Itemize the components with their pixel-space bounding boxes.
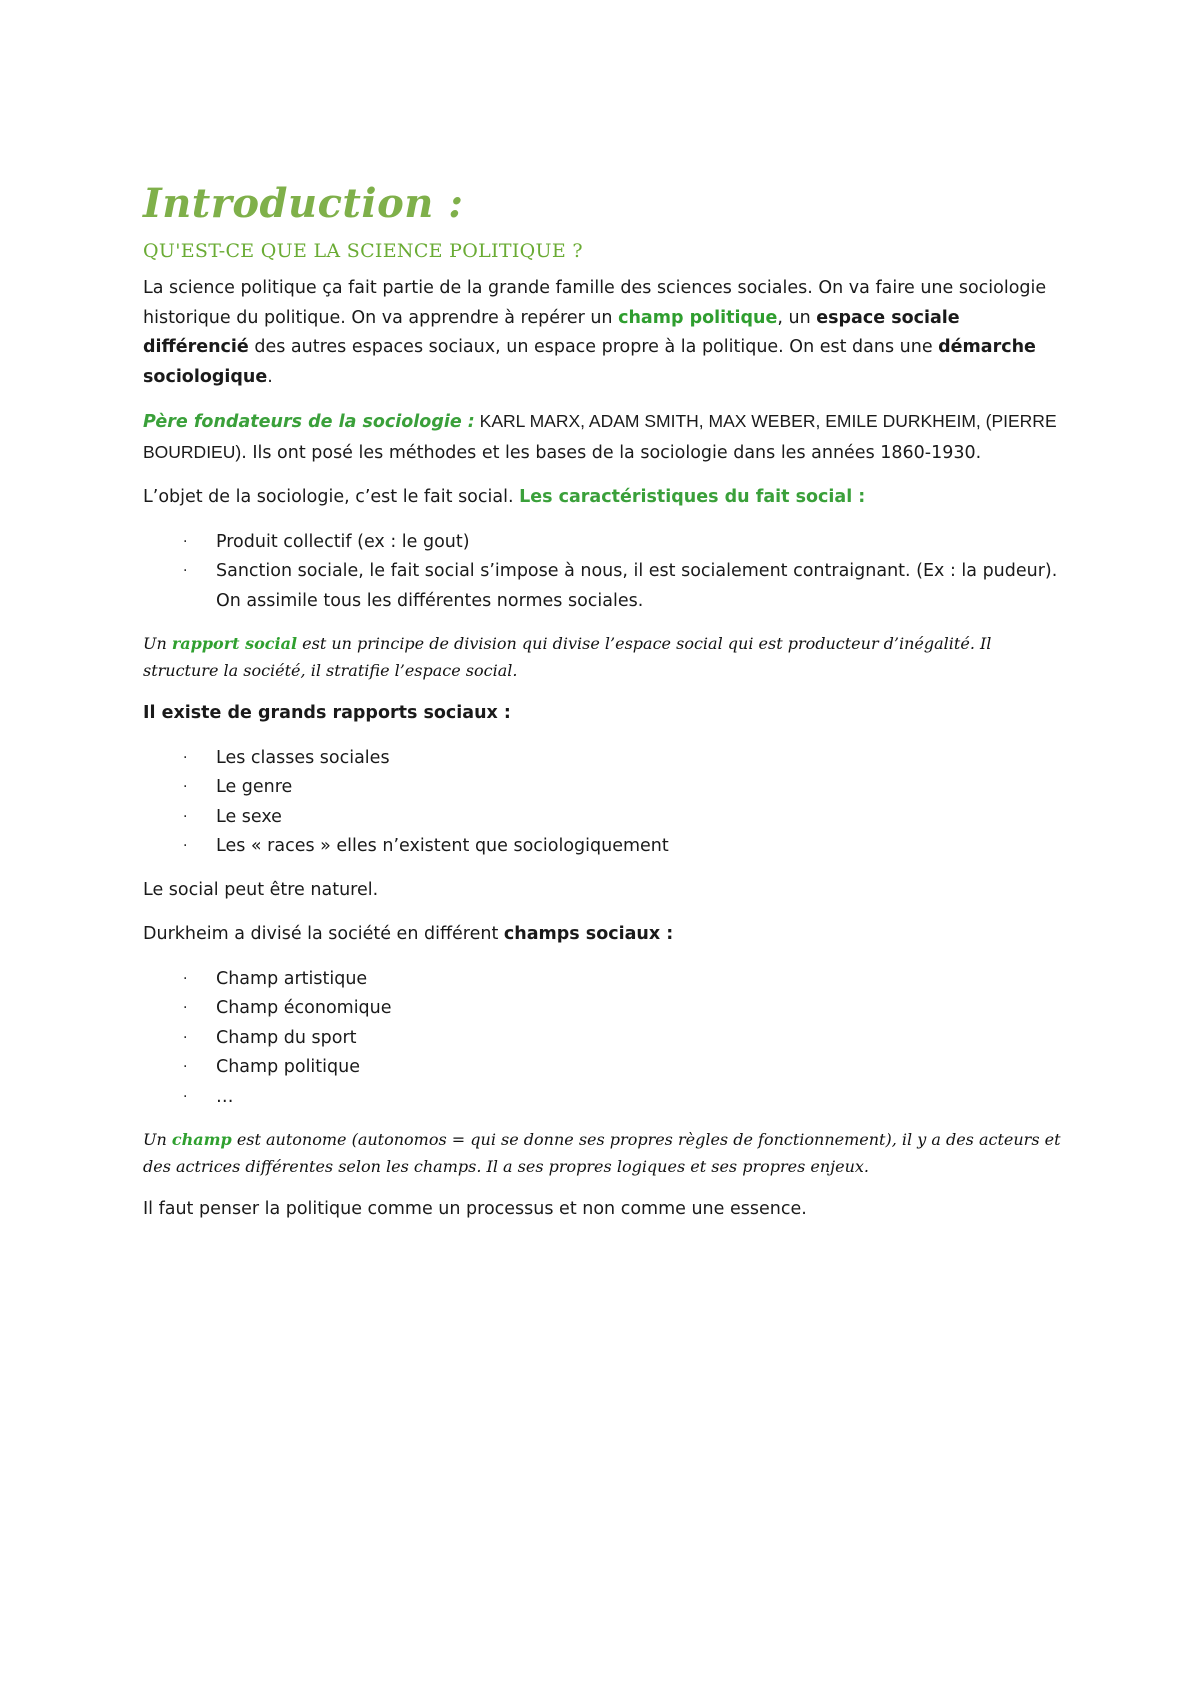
intro-text-4: . (267, 366, 273, 387)
bullet-icon: · (183, 1000, 188, 1016)
list-item (143, 773, 1068, 803)
fondateurs-rest: . Ils ont posé les méthodes et les bases de la sociologie dans les années 1860-1930. (241, 442, 982, 463)
social-naturel-paragraph: Le social peut être naturel. (143, 879, 379, 900)
rapport-social-definition (143, 630, 1068, 684)
list-item-text: Champ économique (216, 998, 392, 1018)
list-item (143, 1024, 1068, 1054)
rapports-sociaux-list (143, 744, 1068, 862)
bullet-icon: · (183, 838, 188, 854)
durkheim-text: Durkheim a divisé la société en différent (143, 924, 504, 944)
bullet-icon: · (183, 749, 188, 766)
list-item (143, 832, 1068, 862)
champs-sociaux-term: champs sociaux : (503, 924, 674, 944)
objet-paragraph (143, 483, 1068, 513)
champ-def-text-1: Un (143, 1130, 172, 1149)
bullet-icon: · (183, 1088, 188, 1105)
list-item (143, 1053, 1068, 1083)
champs-list (143, 965, 1068, 1113)
bullet-icon: · (183, 779, 188, 795)
rapport-text-1: Un (143, 634, 172, 653)
list-item (143, 803, 1068, 833)
bullet-icon: · (183, 1029, 188, 1046)
list-item-text: … (216, 1086, 234, 1107)
bullet-icon: · (183, 1059, 188, 1075)
intro-paragraph (143, 274, 1068, 392)
list-item (143, 528, 1068, 558)
page-title: Introduction : (143, 180, 464, 227)
fondateurs-names: KARL MARX, ADAM SMITH, MAX WEBER, EMILE DURKHEIM, (PIERRE BOURDIEU) (143, 411, 1057, 462)
fondateurs-label: Père fondateurs de la sociologie : (143, 412, 475, 432)
document-page (143, 176, 1068, 1240)
list-item-text: Sanction sociale, le fait social s’impose à nous, il est socialement contraignant. (Ex : la pudeur). On assimile tous les différentes normes sociales. (216, 561, 1058, 611)
rapport-social-term: rapport social (171, 634, 298, 653)
grands-rapports-heading: Il existe de grands rapports sociaux : (143, 703, 511, 723)
list-item-text: Le sexe (216, 806, 282, 827)
fondateurs-paragraph (143, 407, 1068, 468)
durkheim-paragraph (143, 920, 1068, 950)
champ-politique-term: champ politique (618, 307, 778, 328)
list-item (143, 994, 1068, 1024)
intro-text-2: , un (777, 307, 817, 328)
list-item-text: Le genre (216, 777, 293, 797)
list-item (143, 744, 1068, 774)
list-item-text: Les « races » elles n’existent que sociologiquement (216, 836, 669, 856)
list-item (143, 557, 1068, 616)
list-item (143, 965, 1068, 995)
conclusion-paragraph: Il faut penser la politique comme un processus et non comme une essence. (143, 1199, 807, 1219)
champ-term: champ (171, 1130, 232, 1149)
bullet-icon: · (183, 808, 188, 825)
list-item-text: Les classes sociales (216, 747, 390, 768)
champ-def-text-2: est autonome (autonomos = qui se donne ses propres règles de fonctionnement), il y a des acteurs et des actrices différentes selon les champs. Il a ses propres logiques et ses propres enjeux. (143, 1130, 1061, 1176)
list-item-text: Champ artistique (216, 968, 368, 989)
caracteristiques-term: Les caractéristiques du fait social : (519, 487, 866, 507)
list-item-text: Champ du sport (216, 1027, 357, 1048)
demarche-term: démarche sociologique (143, 337, 1036, 387)
list-item-text: Produit collectif (ex : le gout) (216, 531, 470, 552)
espace-differencie-term: espace sociale différencié (143, 307, 960, 357)
rapport-text-2: est un principe de division qui divise l’espace social qui est producteur d’inégalité. Il structure la société, il stratifie l’espace social. (143, 634, 992, 680)
section-subtitle: QU'EST-CE QUE LA SCIENCE POLITIQUE ? (143, 240, 583, 262)
intro-text-1: La science politique ça fait partie de la grande famille des sciences sociales. On va faire une sociologie historique du politique. On va apprendre à repérer un (143, 278, 1047, 328)
bullet-icon: · (183, 533, 188, 550)
bullet-icon: · (183, 970, 188, 987)
objet-text: L’objet de la sociologie, c’est le fait social. (143, 487, 520, 507)
fait-social-list (143, 528, 1068, 617)
champ-definition (143, 1126, 1068, 1180)
intro-text-3: des autres espaces sociaux, un espace propre à la politique. On est dans une (248, 337, 939, 357)
list-item-text: Champ politique (216, 1057, 360, 1077)
list-item (143, 1083, 1068, 1113)
bullet-icon: · (183, 563, 188, 579)
